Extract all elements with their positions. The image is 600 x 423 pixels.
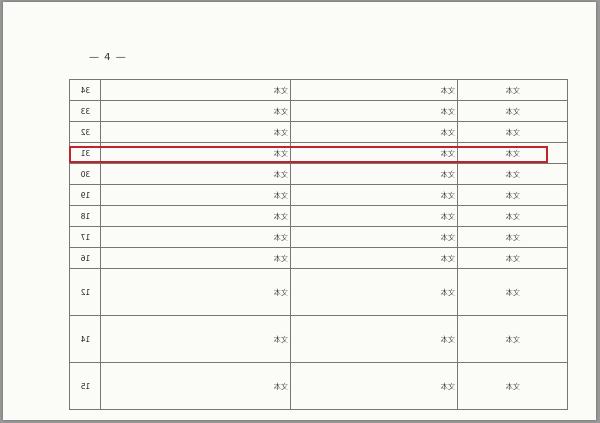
cell-b: 文本 bbox=[291, 143, 458, 164]
row-number: 31 bbox=[70, 143, 101, 164]
cell-b: 文本 bbox=[291, 269, 458, 316]
cell-b: 文本 bbox=[291, 248, 458, 269]
cell-a: 文本 bbox=[101, 269, 291, 316]
table-row bbox=[70, 248, 568, 269]
cell-c: 文本 bbox=[458, 185, 568, 206]
cell-c: 文本 bbox=[458, 227, 568, 248]
row-number: 12 bbox=[70, 269, 101, 316]
cell-a: 文本 bbox=[101, 143, 291, 164]
cell-c: 文本 bbox=[458, 248, 568, 269]
row-number: 19 bbox=[70, 185, 101, 206]
table-row bbox=[70, 206, 568, 227]
cell-b: 文本 bbox=[291, 101, 458, 122]
row-number: 34 bbox=[70, 80, 101, 101]
cell-b: 文本 bbox=[291, 316, 458, 363]
cell-a: 文本 bbox=[101, 248, 291, 269]
row-number: 15 bbox=[70, 363, 101, 410]
cell-a: 文本 bbox=[101, 185, 291, 206]
row-number: 32 bbox=[70, 122, 101, 143]
cell-c: 文本 bbox=[458, 164, 568, 185]
cell-a: 文本 bbox=[101, 101, 291, 122]
cell-b: 文本 bbox=[291, 227, 458, 248]
row-number: 14 bbox=[70, 316, 101, 363]
cell-c: 文本 bbox=[458, 122, 568, 143]
cell-b: 文本 bbox=[291, 363, 458, 410]
table-row bbox=[70, 101, 568, 122]
table-row bbox=[70, 269, 568, 316]
data-table bbox=[69, 79, 568, 410]
cell-a: 文本 bbox=[101, 122, 291, 143]
cell-c: 文本 bbox=[458, 80, 568, 101]
row-number: 33 bbox=[70, 101, 101, 122]
table-row bbox=[70, 143, 568, 164]
cell-a: 文本 bbox=[101, 164, 291, 185]
cell-a: 文本 bbox=[101, 206, 291, 227]
table-row bbox=[70, 80, 568, 101]
cell-a: 文本 bbox=[101, 227, 291, 248]
document-page bbox=[3, 2, 596, 420]
row-number: 18 bbox=[70, 206, 101, 227]
cell-c: 文本 bbox=[458, 316, 568, 363]
table-row bbox=[70, 227, 568, 248]
table-row bbox=[70, 363, 568, 410]
cell-c: 文本 bbox=[458, 363, 568, 410]
cell-a: 文本 bbox=[101, 363, 291, 410]
cell-c: 文本 bbox=[458, 206, 568, 227]
row-number: 30 bbox=[70, 164, 101, 185]
cell-a: 文本 bbox=[101, 80, 291, 101]
cell-b: 文本 bbox=[291, 185, 458, 206]
table-row bbox=[70, 122, 568, 143]
table-row bbox=[70, 316, 568, 363]
cell-b: 文本 bbox=[291, 122, 458, 143]
table-row bbox=[70, 164, 568, 185]
cell-b: 文本 bbox=[291, 164, 458, 185]
cell-b: 文本 bbox=[291, 206, 458, 227]
table-row bbox=[70, 185, 568, 206]
cell-c: 文本 bbox=[458, 101, 568, 122]
row-number: 16 bbox=[70, 248, 101, 269]
page-number: — 4 — bbox=[89, 52, 127, 63]
cell-c: 文本 bbox=[458, 269, 568, 316]
row-number: 17 bbox=[70, 227, 101, 248]
cell-a: 文本 bbox=[101, 316, 291, 363]
cell-b: 文本 bbox=[291, 80, 458, 101]
cell-c: 文本 bbox=[458, 143, 568, 164]
